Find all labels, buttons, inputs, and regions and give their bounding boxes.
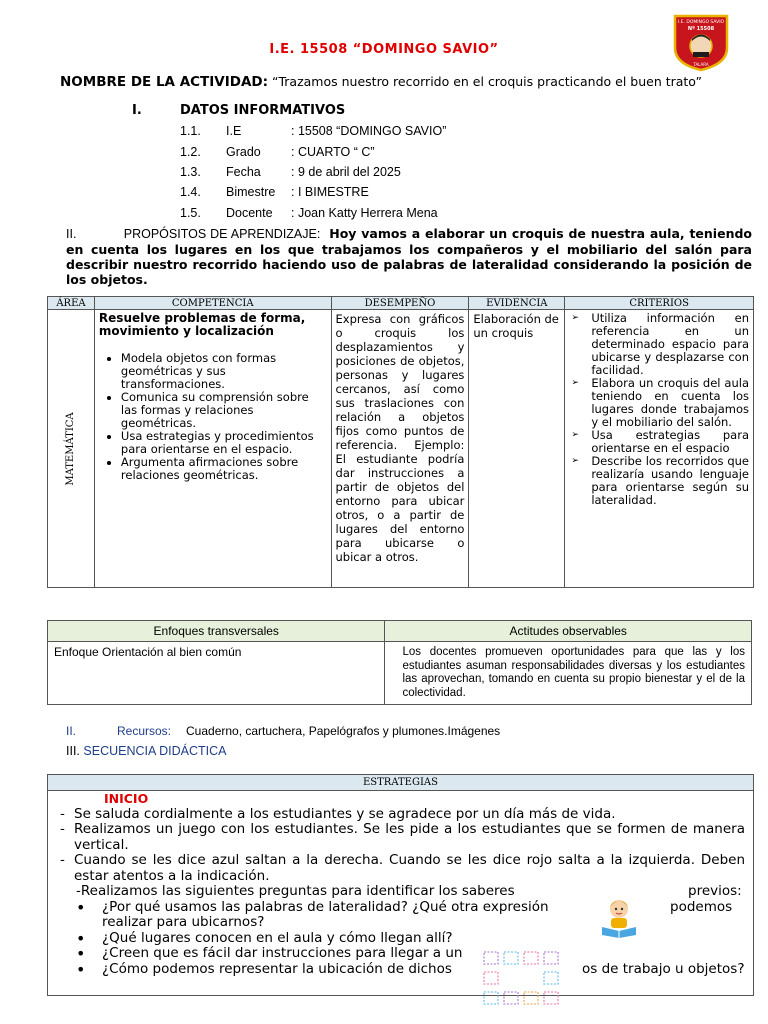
info-value: : 15508 “DOMINGO SAVIO” [291, 124, 447, 138]
list-item: ➢ Describe los recorridos que realizaría usando lenguaje para orientarse según su lateralidad. [569, 455, 749, 507]
table-row [48, 310, 754, 588]
info-num: 1.4. [180, 185, 201, 199]
estrategias-body [48, 791, 753, 977]
table-row [48, 642, 752, 705]
recursos-num: II. [66, 724, 77, 738]
svg-text:I.E. DOMINGO SAVIO: I.E. DOMINGO SAVIO [677, 20, 725, 25]
list-item: • Argumenta afirmaciones sobre relaciones geométricas. [121, 456, 327, 482]
questions-lead-end: previos: [688, 883, 742, 899]
datos-roman: I. [132, 103, 142, 118]
list-item: • ¿Creen que es fácil dar instrucciones para llegar a un [58, 946, 745, 962]
info-num: 1.2. [180, 145, 201, 159]
enfoque-cell: Enfoque Orientación al bien común [48, 642, 385, 705]
header-desempeno: DESEMPEÑO [331, 297, 469, 310]
info-key: Bimestre [226, 185, 276, 199]
info-key: I.E [226, 124, 242, 138]
activity-line [60, 74, 702, 90]
svg-text:TALARA: TALARA [693, 62, 709, 67]
list-item: ➢ Usa estrategias para orientarse en el espacio [569, 429, 749, 455]
activity-name: “Trazamos nuestro recorrido en el croquis practicando el buen trato” [272, 74, 702, 89]
school-logo [673, 14, 729, 72]
criterios-cell [565, 310, 754, 588]
svg-text:Nº 15508: Nº 15508 [687, 26, 715, 32]
actitud-cell: Los docentes promueven oportunidades para que las y los estudiantes asuman responsabilidades diversas y los estudiantes las aprovechan, tomando en cuenta su propio bienestar y el de la colectividad. [385, 642, 752, 705]
info-key: Docente [226, 206, 273, 220]
info-num: 1.1. [180, 124, 201, 138]
list-item: - Realizamos un juego con los estudiantes. Se les pide a los estudiantes que se formen de manera vertical. [58, 822, 745, 853]
school-title: I.E. 15508 “DOMINGO SAVIO” [269, 42, 499, 57]
question-text: ¿Cómo podemos representar la ubicación de dichos [102, 960, 452, 977]
secuencia-title [66, 744, 226, 758]
list-item [58, 962, 745, 978]
header-actitudes: Actitudes observables [385, 621, 752, 642]
recursos-value: Cuaderno, cartuchera, Papelógrafos y plumones.Imágenes [186, 724, 501, 738]
info-value: : I BIMESTRE [291, 185, 369, 199]
question-text-end: os de trabajo u objetos? [582, 960, 745, 977]
estrategias-box [47, 774, 754, 996]
frames-illustration [480, 948, 572, 1010]
recursos-line [66, 724, 501, 738]
list-item: • ¿Qué lugares conocen en el aula y cómo llegan allí? [58, 931, 745, 947]
purpose-label: II. PROPÓSITOS DE APRENDIZAJE: [66, 227, 321, 241]
estrategias-header: ESTRATEGIAS [48, 775, 753, 791]
inicio-label: INICIO [104, 791, 149, 806]
activity-label: NOMBRE DE LA ACTIVIDAD: [60, 74, 269, 90]
list-item: • Modela objetos con formas geométricas y sus transformaciones. [121, 352, 327, 391]
competencia-cell [94, 310, 331, 588]
learning-purpose [66, 226, 752, 287]
info-value: : Joan Katty Herrera Mena [291, 206, 438, 220]
header-evidencia: EVIDENCIA [469, 297, 565, 310]
area-cell [48, 310, 95, 588]
header-area: ÁREA [48, 297, 95, 310]
datos-title: DATOS INFORMATIVOS [180, 103, 346, 118]
desempeno-cell: Expresa con gráficos o croquis los desplazamientos y posiciones de objetos, personas y lugares cercanos, así como sus traslaciones con relación a objetos fijos como puntos de referencia. Ejemplo: El estudiante podría dar instrucciones a partir de objetos del entorno para ubicar otros, o a partir de lugares del entorno para ubicarse o ubicar a otros. [331, 310, 469, 588]
list-item: ➢ Elabora un croquis del aula teniendo en cuenta los lugares donde trabajamos y el mobiliario del salón. [569, 377, 749, 429]
list-item: • Comunica su comprensión sobre las formas y relaciones geométricas. [121, 391, 327, 430]
table-header-row [48, 621, 752, 642]
header-enfoques: Enfoques transversales [48, 621, 385, 642]
list-item: ➢ Utiliza información en referencia en un determinado espacio para ubicarse y desplazarse con facilidad. [569, 312, 749, 377]
evidencia-cell: Elaboración de un croquis [469, 310, 565, 588]
datos-section-title [132, 103, 346, 118]
criterios-list [569, 312, 749, 507]
header-criterios: CRITERIOS [565, 297, 754, 310]
question-text-cont: realizar para ubicarnos? [102, 914, 265, 930]
list-item: - Cuando se les dice azul saltan a la derecha. Cuando se les dice rojo salta a la izquierda. Deben estar atentos a la indicación. [58, 853, 745, 884]
competencia-title: Resuelve problemas de forma, movimiento y localización [98, 311, 306, 338]
area-label: MATEMÁTICA [64, 411, 76, 486]
questions-lead-text: -Realizamos las siguientes preguntas para identificar los saberes [76, 883, 515, 899]
student-reading-illustration [596, 895, 642, 939]
question-text: ¿Por qué usamos las palabras de lateralidad? ¿Qué otra expresión [102, 898, 549, 915]
question-text-end: podemos [670, 898, 733, 915]
info-key: Fecha [226, 165, 261, 179]
enfoques-table [47, 620, 752, 705]
info-num: 1.5. [180, 206, 201, 220]
secuencia-num: III. [66, 744, 80, 758]
list-item: - Se saluda cordialmente a los estudiantes y se agradece por un día más de vida. [58, 807, 745, 823]
info-key: Grado [226, 145, 261, 159]
competencias-table [47, 296, 754, 588]
info-value: : CUARTO “ C” [291, 145, 375, 159]
secuencia-label: SECUENCIA DIDÁCTICA [83, 744, 227, 758]
capacidades-list [99, 352, 327, 482]
info-value: : 9 de abril del 2025 [291, 165, 401, 179]
purpose-text: Hoy vamos a elaborar un croquis de nuestra aula, teniendo en cuenta los lugares en los que trabajamos los compañeros y el mobiliario del salón para describir nuestro recorrido haciendo uso de palabras de lateralidad considerando la posición de los objetos. [66, 226, 753, 287]
recursos-label: Recursos: [117, 724, 172, 738]
table-header-row [48, 297, 754, 310]
header-competencia: COMPETENCIA [94, 297, 331, 310]
info-num: 1.3. [180, 165, 201, 179]
list-item: • Usa estrategias y procedimientos para orientarse en el espacio. [121, 430, 327, 456]
